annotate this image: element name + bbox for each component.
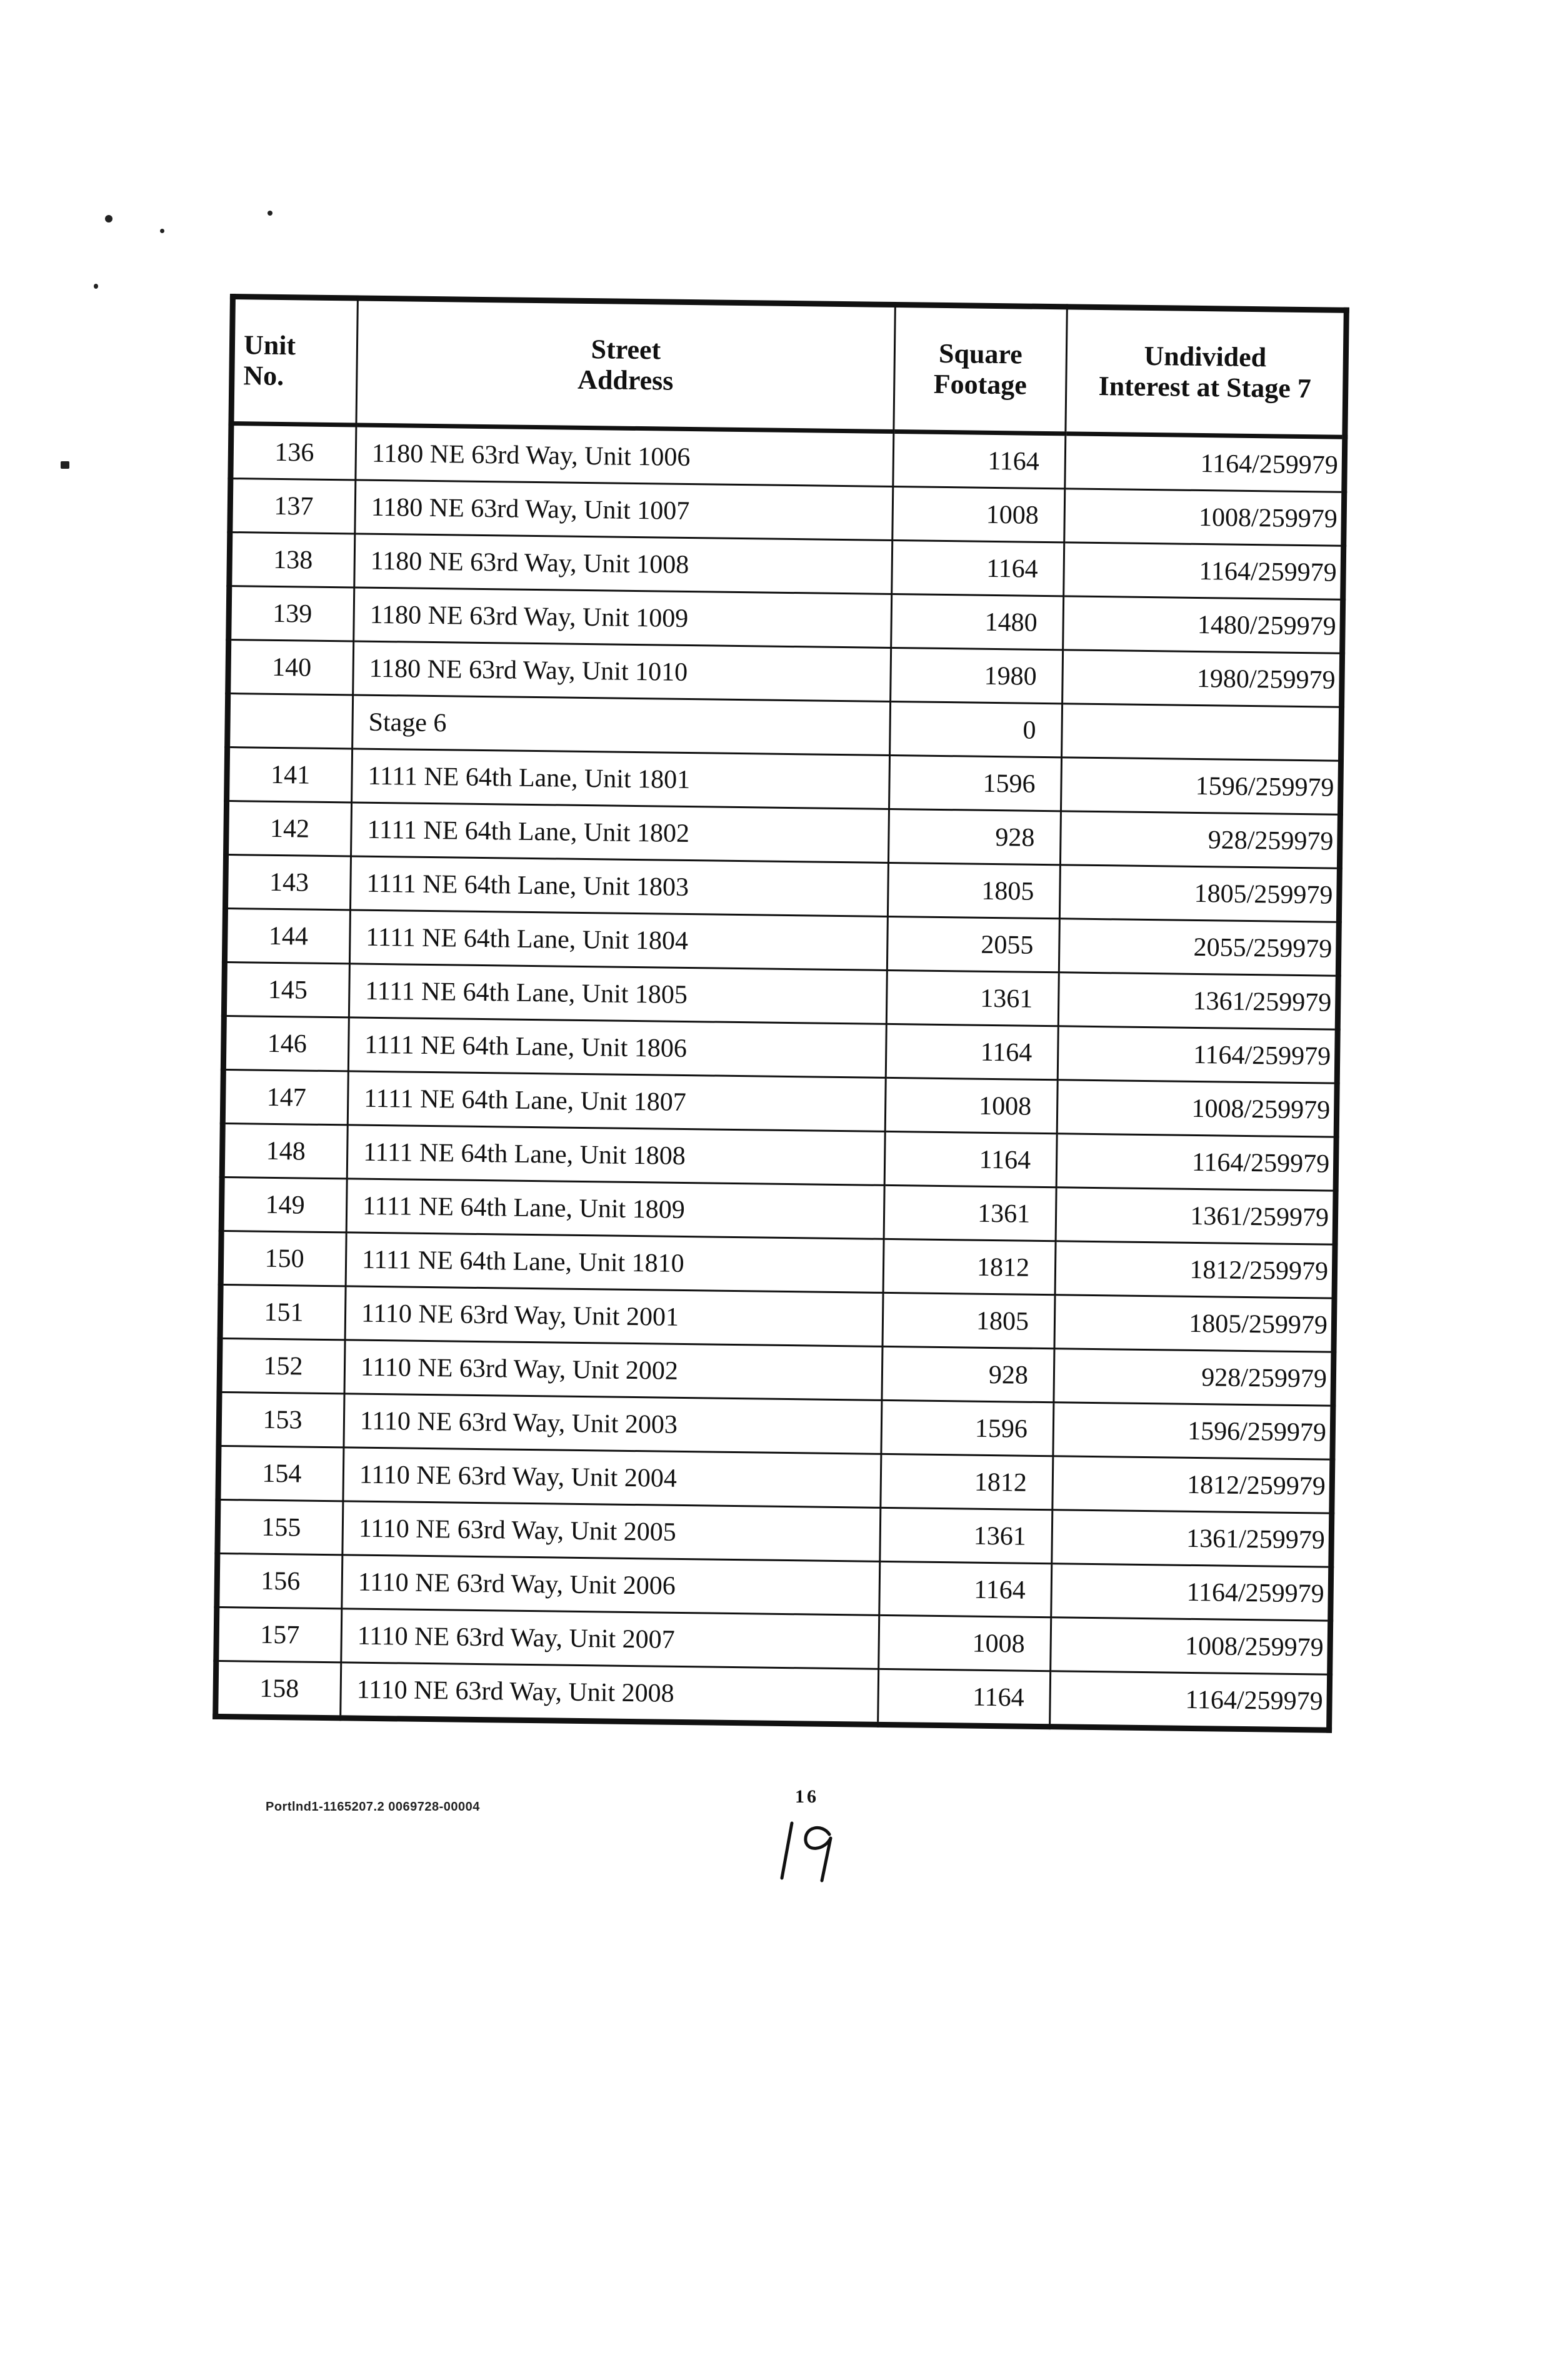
document-reference: Portlnd1-1165207.2 0069728-00004 xyxy=(266,1800,480,1814)
unit-number-cell xyxy=(228,694,353,749)
undivided-interest-cell: 1812/259979 xyxy=(1055,1241,1335,1298)
square-footage-cell: 2055 xyxy=(887,916,1059,972)
unit-number-cell: 149 xyxy=(221,1177,347,1232)
square-footage-cell: 1805 xyxy=(882,1292,1055,1348)
square-footage-cell: 928 xyxy=(882,1346,1054,1402)
street-address-cell: 1111 NE 64th Lane, Unit 1807 xyxy=(348,1071,886,1132)
undivided-interest-cell: 1805/259979 xyxy=(1059,865,1339,922)
square-footage-cell: 1164 xyxy=(878,1669,1051,1726)
unit-number-cell: 144 xyxy=(224,908,350,963)
undivided-interest-cell: 1164/259979 xyxy=(1064,542,1344,599)
unit-number-cell: 148 xyxy=(222,1123,348,1178)
undivided-interest-cell: 1596/259979 xyxy=(1061,758,1341,814)
undivided-interest-cell: 1164/259979 xyxy=(1051,1564,1331,1621)
table-header xyxy=(231,297,1346,438)
unit-number-cell: 154 xyxy=(218,1446,344,1501)
square-footage-cell: 1361 xyxy=(884,1185,1056,1241)
square-footage-cell: 1596 xyxy=(881,1400,1054,1456)
undivided-interest-cell: 1480/259979 xyxy=(1063,596,1343,653)
square-footage-cell: 1812 xyxy=(881,1454,1053,1509)
unit-number-cell: 155 xyxy=(218,1499,343,1554)
undivided-interest-cell: 1361/259979 xyxy=(1056,1188,1336,1244)
scan-speck xyxy=(94,284,98,289)
scan-speck xyxy=(268,211,272,216)
square-footage-cell: 1008 xyxy=(879,1615,1051,1671)
unit-number-cell: 139 xyxy=(229,586,354,641)
street-address-cell: 1180 NE 63rd Way, Unit 1010 xyxy=(353,641,891,702)
street-address-cell: 1180 NE 63rd Way, Unit 1008 xyxy=(354,534,892,594)
unit-interest-table xyxy=(212,294,1349,1733)
undivided-interest-cell: 1164/259979 xyxy=(1058,1026,1338,1083)
unit-number-cell: 157 xyxy=(216,1607,342,1662)
square-footage-cell: 1164 xyxy=(879,1561,1052,1617)
undivided-interest-cell: 2055/259979 xyxy=(1059,919,1339,976)
unit-number-cell: 147 xyxy=(222,1069,348,1124)
page-number: 16 xyxy=(795,1786,819,1807)
undivided-interest-cell: 1164/259979 xyxy=(1056,1134,1336,1191)
undivided-interest-cell xyxy=(1062,704,1342,761)
undivided-interest-cell: 1805/259979 xyxy=(1054,1295,1334,1352)
street-address-cell: 1110 NE 63rd Way, Unit 2002 xyxy=(344,1340,882,1401)
header-undivided-interest: Undivided Interest at Stage 7 xyxy=(1066,307,1346,437)
square-footage-cell: 928 xyxy=(888,809,1061,864)
table-header-row xyxy=(231,297,1346,438)
undivided-interest-cell: 928/259979 xyxy=(1054,1349,1334,1406)
unit-number-cell: 140 xyxy=(228,640,354,695)
street-address-cell: 1110 NE 63rd Way, Unit 2005 xyxy=(342,1501,881,1562)
street-address-cell: 1110 NE 63rd Way, Unit 2004 xyxy=(343,1448,881,1508)
unit-number-cell: 142 xyxy=(226,801,352,856)
street-address-cell: 1110 NE 63rd Way, Unit 2001 xyxy=(345,1286,883,1347)
street-address-cell: 1110 NE 63rd Way, Unit 2006 xyxy=(342,1555,880,1616)
street-address-cell: 1111 NE 64th Lane, Unit 1803 xyxy=(350,856,888,917)
undivided-interest-cell: 1164/259979 xyxy=(1050,1671,1330,1730)
square-footage-cell: 1980 xyxy=(891,648,1063,703)
square-footage-cell: 1596 xyxy=(889,755,1062,811)
square-footage-cell: 1164 xyxy=(884,1131,1057,1187)
unit-number-cell: 152 xyxy=(219,1338,345,1393)
unit-number-cell: 151 xyxy=(220,1284,346,1339)
square-footage-cell: 1805 xyxy=(888,862,1060,918)
undivided-interest-cell: 1008/259979 xyxy=(1064,489,1344,546)
undivided-interest-cell: 928/259979 xyxy=(1060,811,1340,868)
header-square-footage: Square Footage xyxy=(894,305,1067,434)
street-address-cell: 1180 NE 63rd Way, Unit 1007 xyxy=(355,480,893,541)
unit-number-cell: 137 xyxy=(230,479,356,534)
street-address-cell: 1111 NE 64th Lane, Unit 1810 xyxy=(346,1232,884,1293)
square-footage-cell: 1008 xyxy=(885,1078,1058,1133)
undivided-interest-cell: 1361/259979 xyxy=(1052,1510,1332,1567)
table-body xyxy=(216,424,1345,1731)
square-footage-cell: 1480 xyxy=(891,594,1064,649)
square-footage-cell: 0 xyxy=(890,701,1062,757)
square-footage-cell: 1008 xyxy=(892,486,1065,542)
header-unit-no: Unit No. xyxy=(231,297,358,425)
scan-speck xyxy=(160,229,164,233)
street-address-cell: 1111 NE 64th Lane, Unit 1802 xyxy=(351,802,889,863)
header-street-address: Street Address xyxy=(356,298,895,431)
square-footage-cell: 1164 xyxy=(893,431,1066,488)
street-address-cell: 1111 NE 64th Lane, Unit 1801 xyxy=(352,749,890,809)
scan-speck xyxy=(61,461,69,469)
scan-speck xyxy=(105,215,112,222)
unit-number-cell: 153 xyxy=(219,1392,344,1447)
unit-number-cell: 156 xyxy=(217,1553,342,1608)
square-footage-cell: 1361 xyxy=(880,1508,1052,1563)
handwritten-page-number xyxy=(778,1816,866,1888)
undivided-interest-cell: 1361/259979 xyxy=(1058,972,1338,1029)
handwritten-19-glyph xyxy=(778,1816,866,1884)
street-address-cell: 1111 NE 64th Lane, Unit 1809 xyxy=(346,1179,884,1239)
square-footage-cell: 1164 xyxy=(886,1024,1058,1079)
unit-number-cell: 150 xyxy=(221,1231,346,1286)
unit-number-cell: 141 xyxy=(227,748,352,802)
undivided-interest-cell: 1008/259979 xyxy=(1057,1080,1337,1137)
undivided-interest-cell: 1596/259979 xyxy=(1053,1402,1333,1459)
square-footage-cell: 1164 xyxy=(892,540,1064,596)
street-address-cell: 1180 NE 63rd Way, Unit 1006 xyxy=(356,425,894,487)
unit-number-cell: 145 xyxy=(224,962,349,1017)
street-address-cell: 1111 NE 64th Lane, Unit 1804 xyxy=(349,910,888,971)
street-address-cell: Stage 6 xyxy=(352,695,891,756)
square-footage-cell: 1361 xyxy=(886,970,1059,1026)
street-address-cell: 1111 NE 64th Lane, Unit 1806 xyxy=(348,1018,886,1078)
undivided-interest-cell: 1812/259979 xyxy=(1052,1456,1332,1513)
street-address-cell: 1111 NE 64th Lane, Unit 1805 xyxy=(349,964,887,1024)
undivided-interest-cell: 1008/259979 xyxy=(1051,1618,1331,1674)
street-address-cell: 1110 NE 63rd Way, Unit 2008 xyxy=(341,1662,879,1725)
street-address-cell: 1111 NE 64th Lane, Unit 1808 xyxy=(347,1125,885,1186)
unit-number-cell: 158 xyxy=(216,1661,341,1718)
unit-number-cell: 146 xyxy=(223,1016,349,1071)
unit-number-cell: 136 xyxy=(231,424,356,480)
unit-number-cell: 138 xyxy=(229,532,355,588)
street-address-cell: 1110 NE 63rd Way, Unit 2007 xyxy=(341,1609,879,1669)
square-footage-cell: 1812 xyxy=(883,1239,1056,1294)
street-address-cell: 1110 NE 63rd Way, Unit 2003 xyxy=(344,1394,882,1454)
undivided-interest-cell: 1980/259979 xyxy=(1062,650,1342,707)
undivided-interest-cell: 1164/259979 xyxy=(1065,434,1345,492)
unit-number-cell: 143 xyxy=(225,854,351,909)
street-address-cell: 1180 NE 63rd Way, Unit 1009 xyxy=(354,588,892,648)
